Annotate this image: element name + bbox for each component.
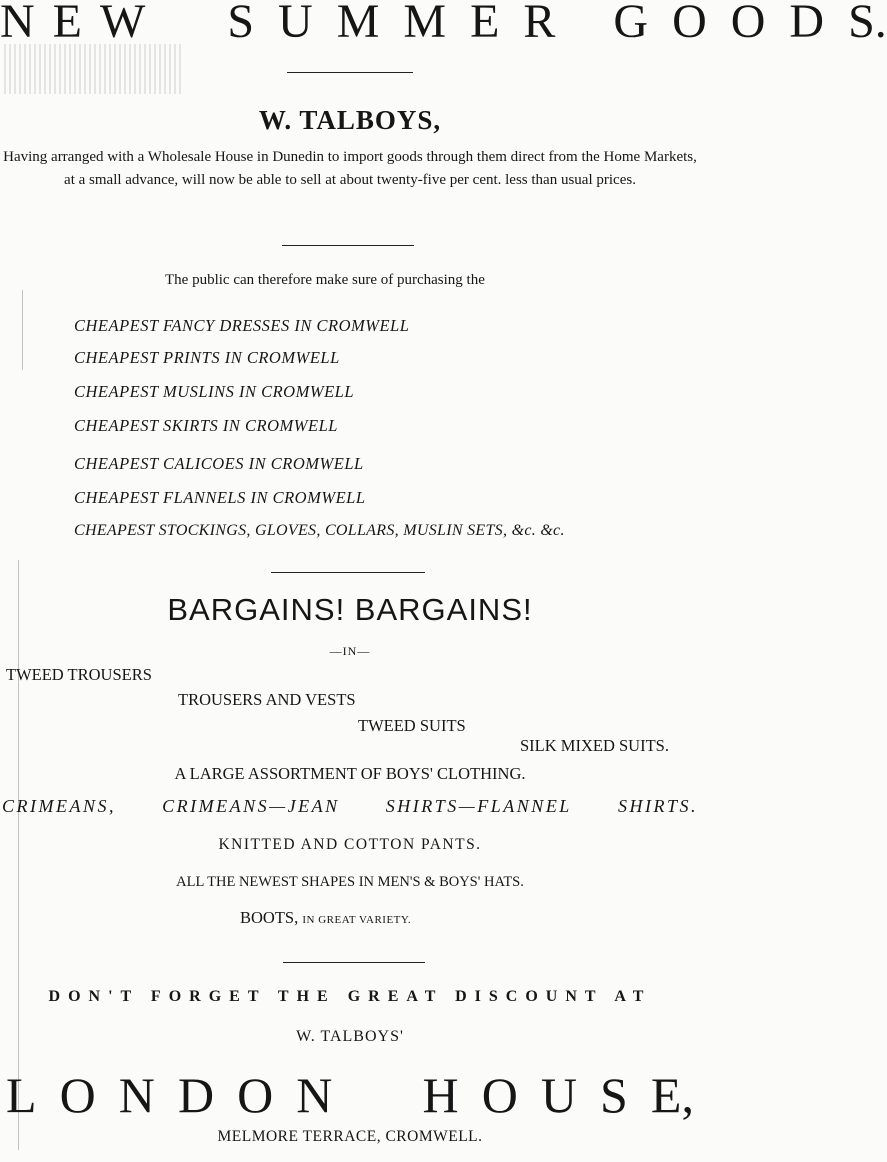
london-letter: O — [59, 1067, 96, 1123]
tweed-trousers: TWEED TROUSERS — [6, 665, 152, 684]
hats-line: ALL THE NEWEST SHAPES IN MEN'S & BOYS' HATS. — [176, 874, 524, 890]
london-house — [0, 1066, 700, 1124]
headline-letter: S — [227, 0, 255, 48]
headline-letter: G — [613, 0, 649, 48]
divider-rule — [271, 572, 425, 573]
headline-letter: E — [52, 0, 82, 48]
cheapest-item: CHEAPEST FLANNELS IN CROMWELL — [74, 488, 366, 507]
silk-mixed-suits: SILK MIXED SUITS. — [520, 736, 669, 755]
headline-letter: N — [0, 0, 35, 48]
london-letter: N — [118, 1067, 155, 1123]
address: MELMORE TERRACE, CROMWELL. — [217, 1128, 483, 1145]
word-gap — [355, 1066, 399, 1124]
london-letter: E, — [650, 1067, 694, 1123]
divider-rule — [287, 72, 413, 73]
bargains-heading: BARGAINS! BARGAINS! — [167, 592, 533, 627]
london-letter: S — [600, 1067, 628, 1123]
crimeans-line — [2, 796, 698, 817]
cheapest-item: CHEAPEST MUSLINS IN CROMWELL — [74, 382, 354, 401]
boots-main: BOOTS, — [240, 908, 299, 927]
crimeans-part: SHIRTS—FLANNEL — [385, 796, 572, 816]
dont-forget-line: DON'T FORGET THE GREAT DISCOUNT AT — [48, 988, 652, 1005]
london-letter: O — [237, 1067, 274, 1123]
headline — [0, 0, 887, 48]
margin-line — [22, 290, 23, 370]
headline-letter: O — [672, 0, 707, 48]
cheapest-item: CHEAPEST CALICOES IN CROMWELL — [74, 454, 364, 473]
merchant-name: W. TALBOYS, — [258, 105, 442, 135]
in-label: —IN— — [329, 644, 371, 658]
crimeans-part: CRIMEANS—JEAN — [162, 796, 340, 816]
cheapest-item: CHEAPEST FANCY DRESSES IN CROMWELL — [74, 316, 410, 335]
divider-rule — [283, 962, 425, 963]
bleed-through-texture — [4, 44, 184, 94]
tweed-suits: TWEED SUITS — [358, 716, 466, 735]
cheapest-item: CHEAPEST STOCKINGS, GLOVES, COLLARS, MUSLIN SETS, &c. &c. — [74, 522, 565, 539]
london-letter: O — [481, 1067, 518, 1123]
headline-letter: R — [523, 0, 556, 48]
headline-letter: W — [100, 0, 146, 48]
london-letter: U — [540, 1067, 577, 1123]
headline-letter: M — [403, 0, 447, 48]
cheapest-item: CHEAPEST SKIRTS IN CROMWELL — [74, 416, 338, 435]
crimeans-part: SHIRTS. — [617, 796, 698, 816]
headline-letter: M — [336, 0, 380, 48]
london-letter: D — [177, 1067, 215, 1123]
headline-letter: O — [730, 0, 766, 48]
divider-rule — [282, 245, 414, 246]
public-line: The public can therefore make sure of purchasing the — [165, 272, 485, 288]
headline-letter: U — [278, 0, 313, 48]
london-letter: L — [6, 1067, 37, 1123]
trousers-and-vests: TROUSERS AND VESTS — [178, 690, 356, 709]
london-letter: H — [422, 1067, 459, 1123]
boots-line — [240, 908, 411, 928]
headline-letter: S. — [848, 0, 887, 48]
boots-rest: IN GREAT VARIETY. — [302, 914, 412, 926]
pants-line: KNITTED AND COTTON PANTS. — [218, 836, 482, 853]
london-letter: N — [296, 1067, 333, 1123]
cheapest-item: CHEAPEST PRINTS IN CROMWELL — [74, 348, 340, 367]
crimeans-part: CRIMEANS, — [2, 796, 116, 816]
intro-paragraph: Having arranged with a Wholesale House in Dunedin to import goods through them direct from the Home Markets, at a small advance, will now be able to sell at about twenty-five per cent. less than usual prices. — [3, 149, 697, 188]
boys-clothing: A LARGE ASSORTMENT OF BOYS' CLOTHING. — [174, 764, 526, 783]
headline-letter: E — [470, 0, 500, 48]
headline-letter: D — [789, 0, 825, 48]
talboys-possessive: W. TALBOYS' — [296, 1028, 404, 1045]
